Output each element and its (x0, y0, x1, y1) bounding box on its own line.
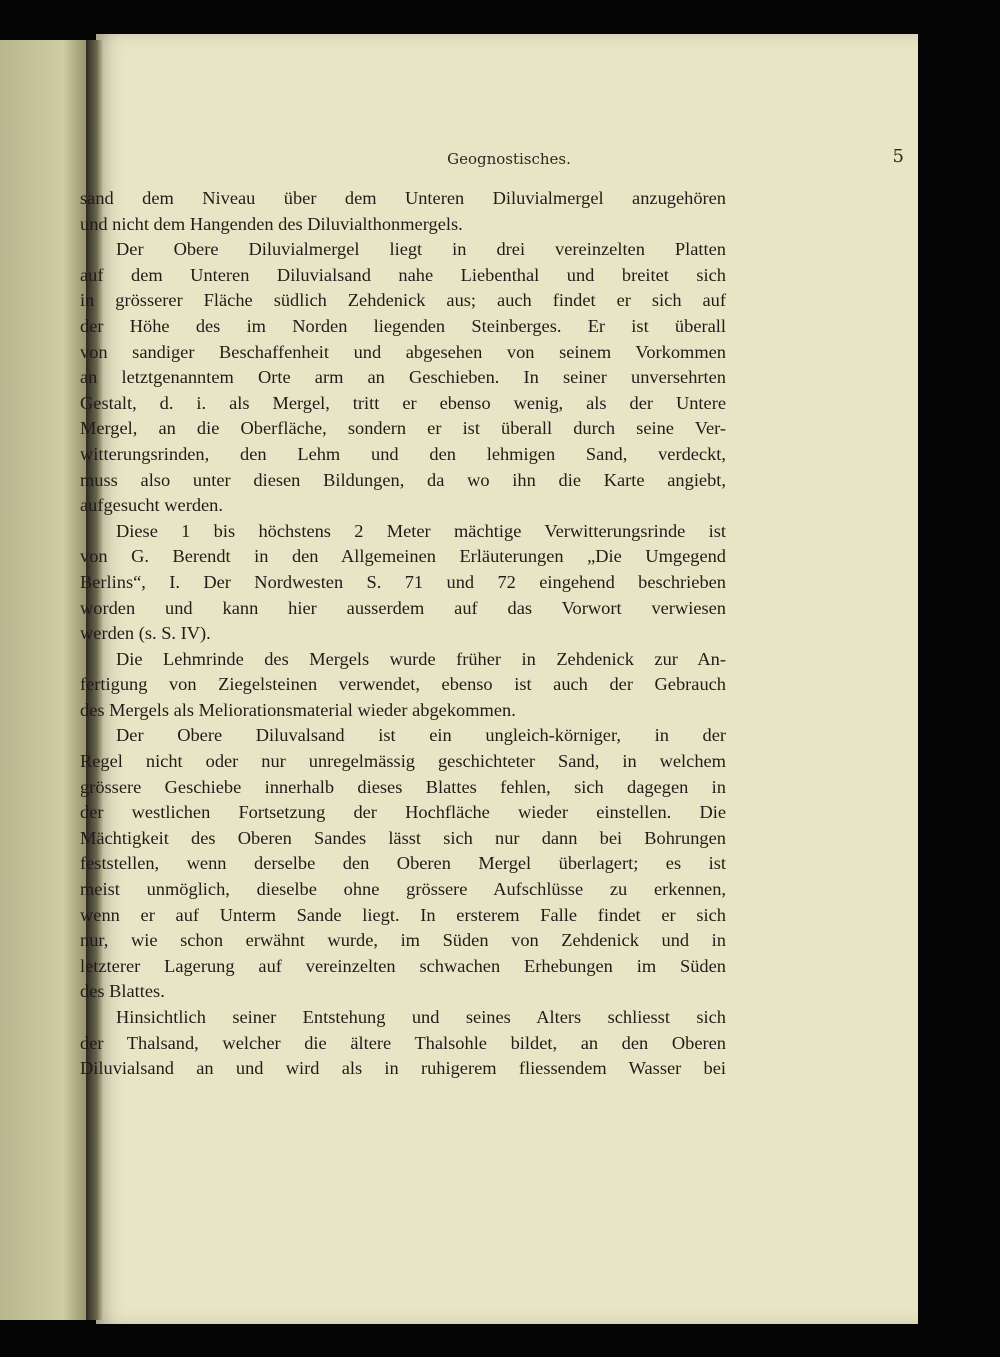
text-line: Berlins“, I. Der Nordwesten S. 71 und 72 eingehend beschrieben (80, 571, 726, 592)
text-line: grössere Geschiebe innerhalb dieses Blattes fehlen, sich dagegen in (80, 776, 726, 797)
text-line: nur, wie schon erwähnt wurde, im Süden von Zehdenick und in (80, 930, 726, 951)
text-line: der westlichen Fortsetzung der Hochfläche wieder einstellen. Die (80, 802, 726, 823)
text-line: Die Lehmrinde des Mergels wurde früher in Zehdenick zur An- (116, 648, 726, 669)
text-line: Regel nicht oder nur unregelmässig geschichteter Sand, in welchem (80, 751, 726, 772)
text-line: an letztgenanntem Orte arm an Geschieben. In seiner unversehrten (80, 367, 726, 388)
body-text (80, 186, 726, 1082)
text-line: Der Obere Diluvalsand ist ein ungleich-körniger, in der (116, 725, 726, 746)
text-line: fertigung von Ziegelsteinen verwendet, ebenso ist auch der Gebrauch (80, 674, 726, 695)
text-line: der Thalsand, welcher die ältere Thalsohle bildet, an den Oberen (80, 1032, 726, 1053)
text-line: sand dem Niveau über dem Unteren Diluvialmergel anzugehören (80, 188, 726, 208)
text-line: Diluvialsand an und wird als in ruhigerem fliessendem Wasser bei (80, 1058, 726, 1079)
text-line: wenn er auf Unterm Sande liegt. In ersterem Falle findet er sich (80, 904, 726, 925)
text-line: witterungsrinden, den Lehm und den lehmigen Sand, verdeckt, (80, 443, 726, 464)
text-line: der Höhe des im Norden liegenden Steinberges. Er ist überall (80, 315, 726, 336)
text-line: feststellen, wenn derselbe den Oberen Mergel überlagert; es ist (80, 853, 726, 874)
text-line: auf dem Unteren Diluvialsand nahe Liebenthal und breitet sich (80, 264, 726, 285)
text-line: worden und kann hier ausserdem auf das Vorwort verwiesen (80, 597, 726, 618)
text-line: des Mergels als Meliorationsmaterial wieder abgekommen. (80, 699, 516, 720)
text-line: Gestalt, d. i. als Mergel, tritt er ebenso wenig, als der Untere (80, 392, 726, 413)
text-line: werden (s. S. IV). (80, 623, 211, 644)
text-line: aufgesucht werden. (80, 495, 223, 516)
text-line: Mächtigkeit des Oberen Sandes lässt sich nur dann bei Bohrungen (80, 827, 726, 848)
text-line: muss also unter diesen Bildungen, da wo ihn die Karte angiebt, (80, 469, 726, 490)
text-line: von G. Berendt in den Allgemeinen Erläuterungen „Die Umgegend (80, 546, 726, 567)
text-line: des Blattes. (80, 981, 165, 1002)
text-line: meist unmöglich, dieselbe ohne grössere Aufschlüsse zu erkennen, (80, 879, 726, 900)
text-line: und nicht dem Hangenden des Diluvialthonmergels. (80, 213, 463, 234)
page-number: 5 (892, 146, 904, 167)
text-line: Diese 1 bis höchstens 2 Meter mächtige Verwitterungsrinde ist (116, 520, 726, 541)
running-header (100, 146, 918, 180)
text-line: letzterer Lagerung auf vereinzelten schwachen Erhebungen im Süden (80, 955, 726, 976)
text-line: in grösserer Fläche südlich Zehdenick aus; auch findet er sich auf (80, 290, 726, 311)
text-line: Mergel, an die Oberfläche, sondern er ist überall durch seine Ver- (80, 418, 726, 439)
left-page-edge (0, 40, 90, 1320)
text-line: Hinsichtlich seiner Entstehung und seines Alters schliesst sich (116, 1007, 726, 1027)
text-line: von sandiger Beschaffenheit und abgesehen von seinem Vorkommen (80, 341, 726, 362)
header-title: Geognostisches. (447, 150, 571, 168)
text-line: Der Obere Diluvialmergel liegt in drei vereinzelten Platten (116, 239, 726, 260)
